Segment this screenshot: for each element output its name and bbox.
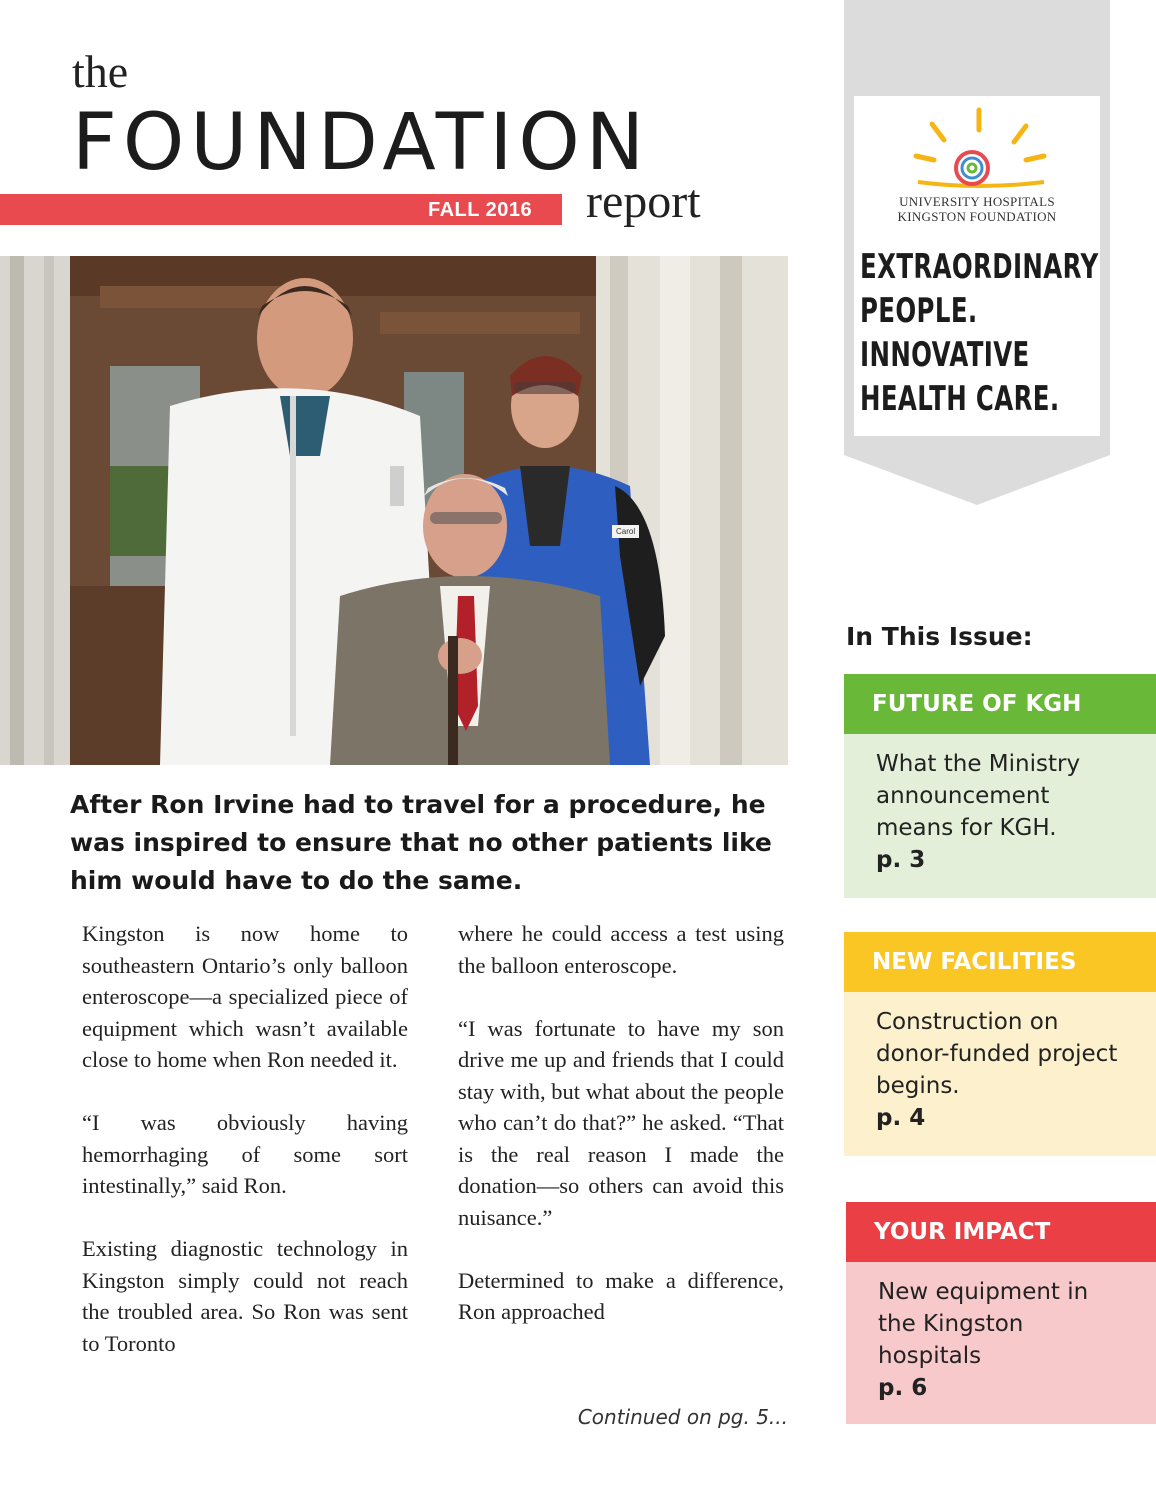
issue-item-heading: FUTURE OF KGH <box>844 674 1156 734</box>
issue-item-heading: YOUR IMPACT <box>846 1202 1156 1262</box>
issue-item-your-impact[interactable] <box>846 1202 1156 1424</box>
masthead-report: report <box>586 175 701 228</box>
in-this-issue-heading: In This Issue: <box>846 622 1033 651</box>
article-headline: After Ron Irvine had to travel for a procedure, he was inspired to ensure that no other patients like him would have to do the same. <box>70 790 772 895</box>
name-badge: Carol <box>612 525 639 538</box>
issue-item-body: Construction on donor-funded project begins. p. 4 <box>844 992 1156 1156</box>
issue-item-heading: NEW FACILITIES <box>844 932 1156 992</box>
page-reference: p. 4 <box>876 1105 926 1131</box>
paragraph: “I was obviously having hemorrhaging of some sort intestinally,” said Ron. <box>82 1110 408 1198</box>
paragraph: Existing diagnostic technology in Kingston simply could not reach the troubled area. So Ron was sent to Toronto <box>82 1236 408 1356</box>
article-column-2 <box>458 918 784 1359</box>
issue-item-body: What the Ministry announcement means for KGH. p. 3 <box>844 734 1156 898</box>
page-reference: p. 6 <box>878 1375 928 1401</box>
masthead-title: FOUNDATION <box>72 98 651 188</box>
paragraph: where he could access a test using the balloon enteroscope. <box>458 921 784 978</box>
cover-photo <box>0 256 788 765</box>
paragraph: Kingston is now home to southeastern Ontario’s only balloon enteroscope—a specialized piece of equipment which wasn’t available close to home when Ron needed it. <box>82 921 408 1072</box>
issue-item-body: New equipment in the Kingston hospitals p. 6 <box>846 1262 1156 1424</box>
page-reference: p. 3 <box>876 847 926 873</box>
masthead-the: the <box>72 46 129 97</box>
continued-link[interactable]: Continued on pg. 5... <box>577 1405 788 1429</box>
foundation-logo <box>904 104 1054 194</box>
paragraph: Determined to make a difference, Ron approached <box>458 1267 784 1324</box>
article-column-1 <box>82 918 408 1391</box>
issue-item-new-facilities[interactable] <box>844 932 1156 1156</box>
issue-item-future-of-kgh[interactable] <box>844 674 1156 898</box>
paragraph: “I was fortunate to have my son drive me up and friends that I could stay with, but what about the people who can’t do that?” he asked. “That is the real reason I made the donation—so others can avoid this nuisance.” <box>458 1015 784 1230</box>
season-label: FALL 2016 <box>428 199 533 221</box>
tagline: EXTRAORDINARY PEOPLE. INNOVATIVE HEALTH CARE. <box>860 247 1099 419</box>
logo-wordmark: UNIVERSITY HOSPITALS KINGSTON FOUNDATION <box>897 194 1057 224</box>
